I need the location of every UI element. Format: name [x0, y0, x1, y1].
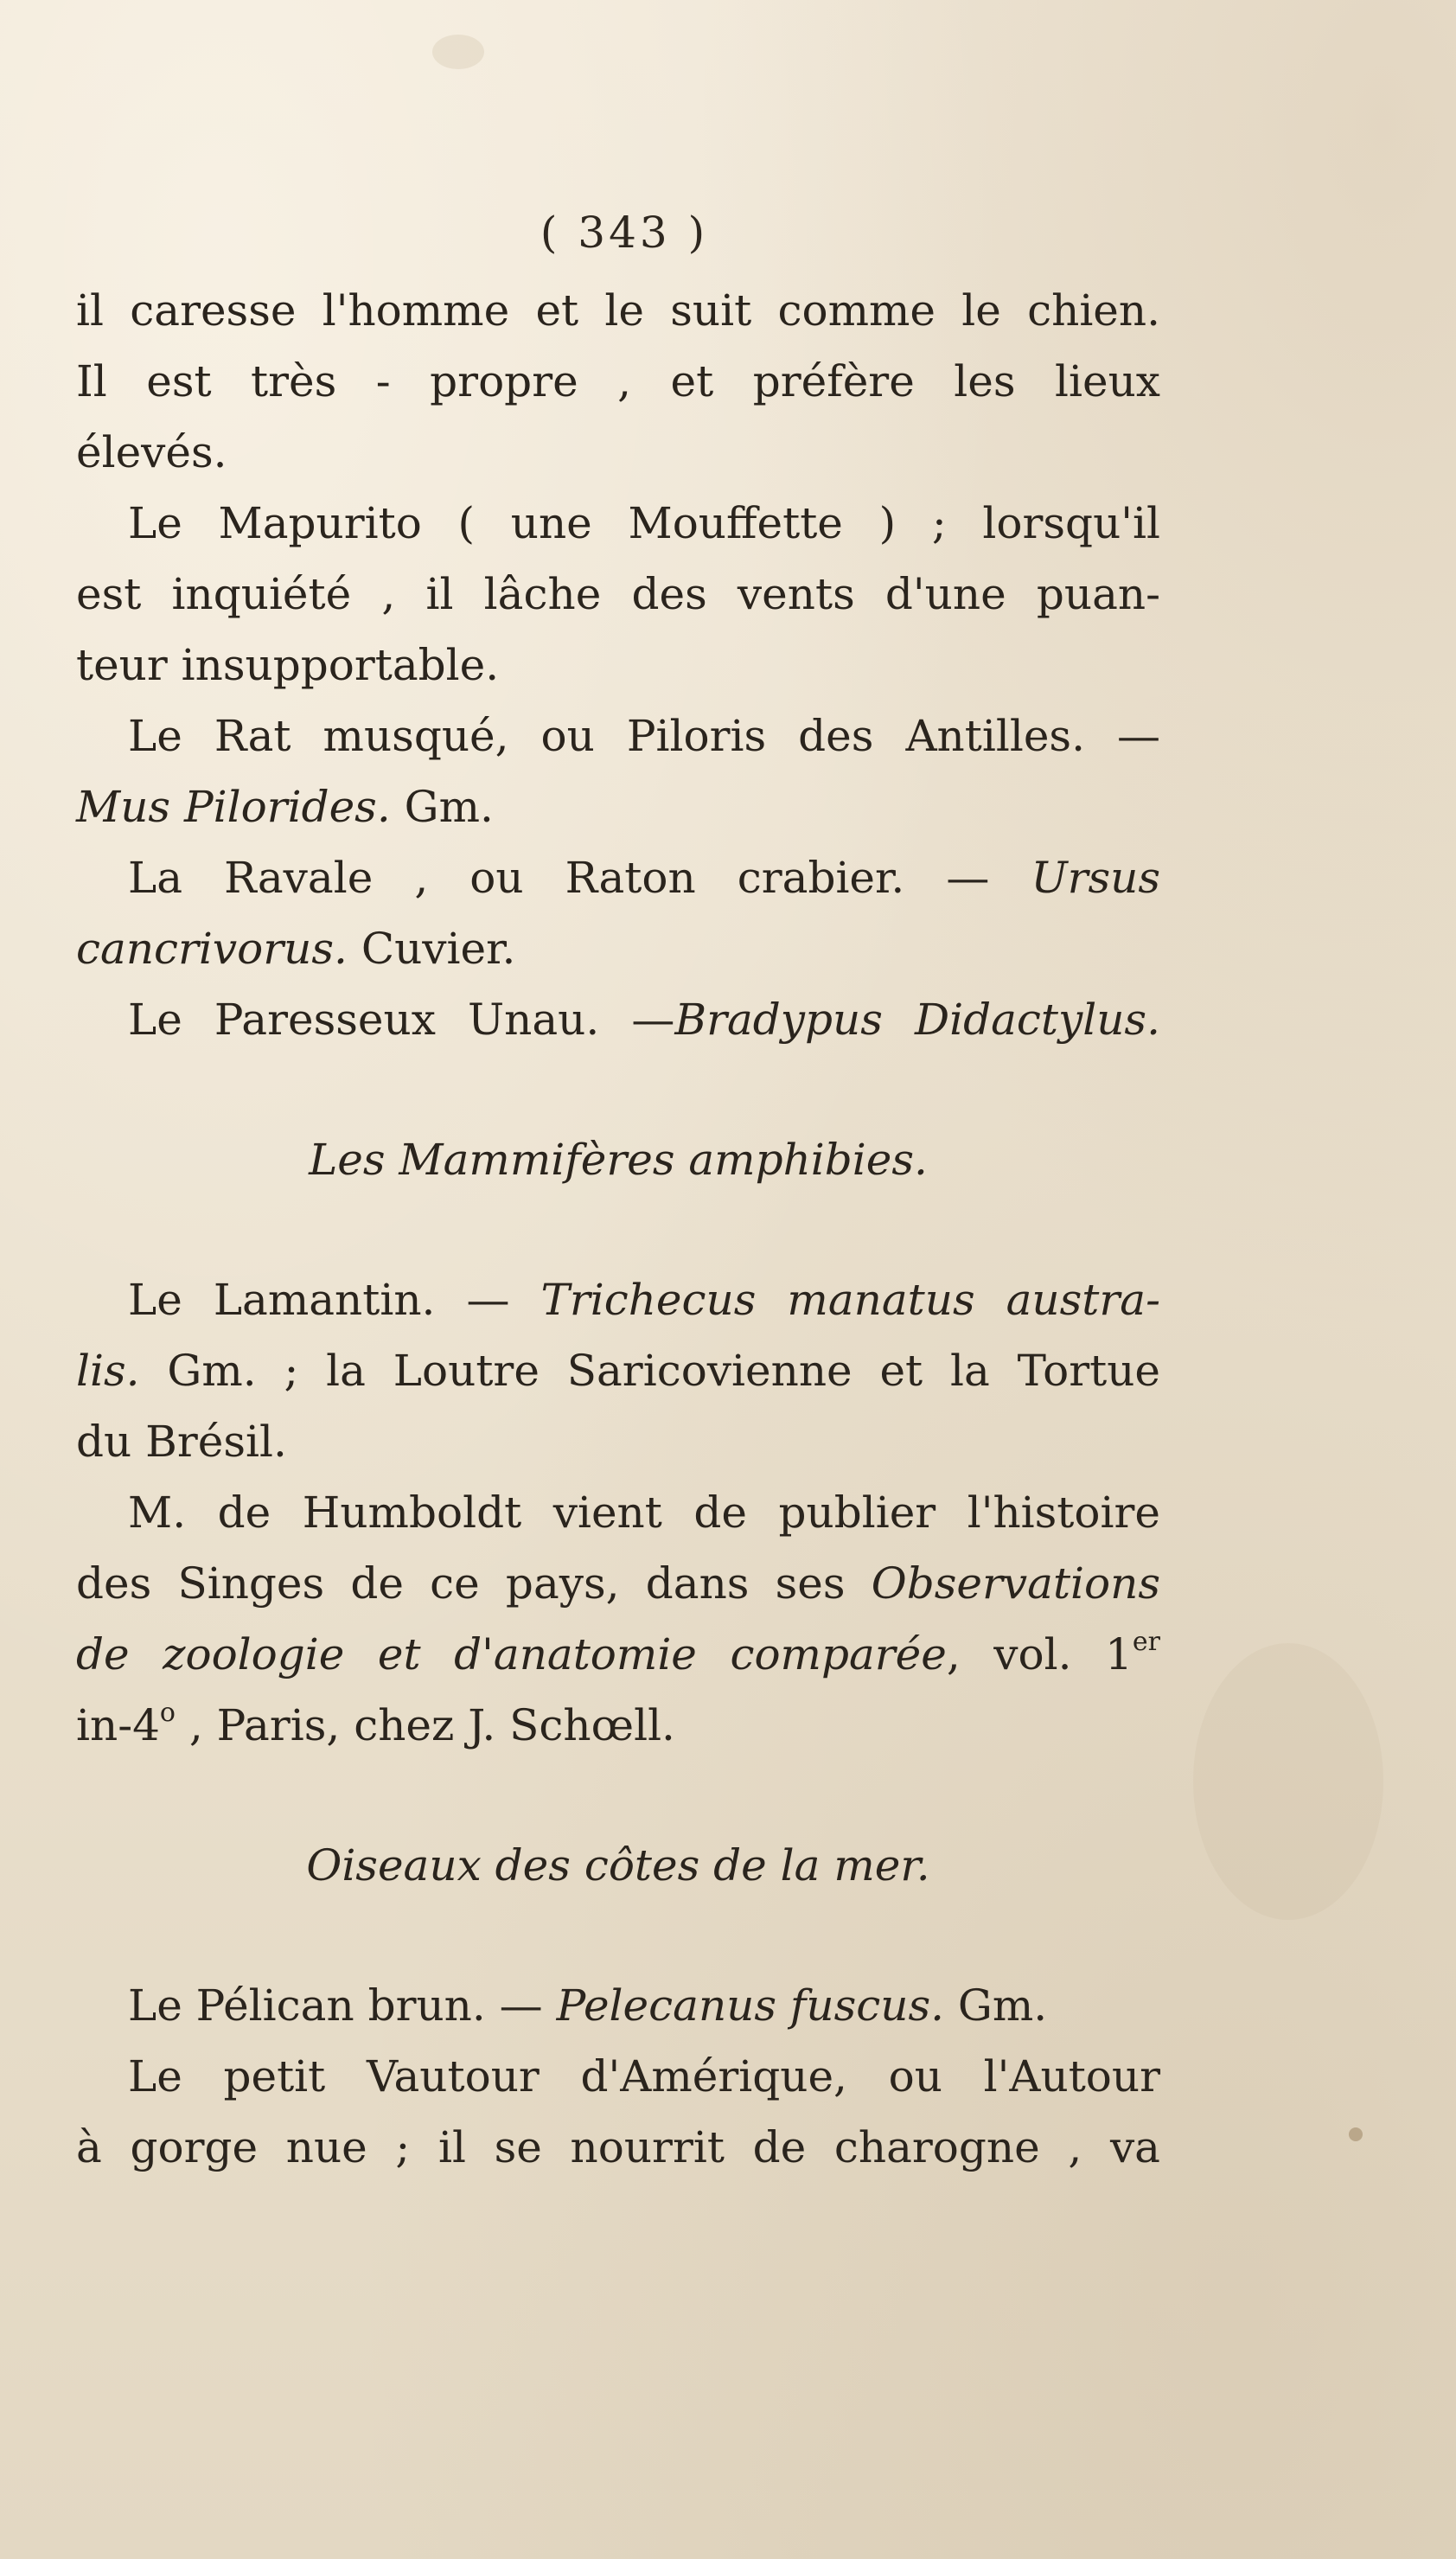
superscript: o — [159, 1698, 176, 1728]
text-line: Le Mapurito ( une Mouffette ) ; lorsqu'il — [128, 498, 1160, 548]
text-line: M. de Humboldt vient de publier l'histoire — [128, 1487, 1160, 1538]
spacer — [76, 1195, 1160, 1264]
spacer — [76, 1055, 1160, 1124]
latin-name: Bradypus Didactylus. — [674, 995, 1160, 1045]
text-line — [76, 1970, 1160, 2041]
latin-name: Ursus — [1031, 853, 1160, 903]
text-line: teur insupportable. — [76, 640, 500, 690]
author-abbrev: Gm. — [390, 782, 494, 832]
text-line: Il est très - propre , et préfère les lieux — [76, 356, 1160, 406]
author-name: Cuvier. — [347, 924, 516, 974]
book-title: de zoologie et d'anatomie comparée — [76, 1629, 947, 1679]
body-text — [76, 275, 1160, 2183]
text-run: des Singes de ce pays, dans ses — [76, 1558, 872, 1609]
paper-stain — [1349, 2127, 1363, 2141]
text-line — [76, 984, 1160, 1055]
common-name: La Ravale , ou Raton crabier. — — [128, 853, 1031, 903]
latin-name: Mus Pilorides. — [76, 782, 391, 832]
paper-stain — [1193, 1643, 1383, 1920]
text-line — [76, 1264, 1160, 1335]
text-line: élevés. — [76, 427, 227, 477]
latin-name: cancrivorus. — [76, 924, 348, 974]
text-line — [76, 1548, 1160, 1619]
text-line — [76, 1335, 1160, 1406]
text-line — [76, 1690, 1160, 1761]
text-line — [76, 913, 1160, 984]
spacer — [76, 1761, 1160, 1830]
text-line: est inquiété , il lâche des vents d'une puan- — [76, 569, 1160, 619]
text-line — [76, 842, 1160, 913]
text-line: il caresse l'homme et le suit comme le chien. — [76, 285, 1160, 336]
latin-name: lis. — [76, 1346, 140, 1396]
author-abbrev: Gm. — [944, 1980, 1048, 2031]
book-title: Observations — [871, 1558, 1160, 1609]
text-line — [76, 1619, 1160, 1690]
text-line: Le Rat musqué, ou Piloris des Antilles. — — [128, 711, 1160, 761]
spacer — [76, 1901, 1160, 1970]
common-name: Le Pélican brun. — — [128, 1980, 557, 2031]
section-heading-mammals: Les Mammifères amphibies. — [309, 1135, 928, 1185]
text-run: , vol. 1 — [946, 1629, 1133, 1679]
paper-stain — [432, 35, 484, 69]
common-name: Le Lamantin. — — [128, 1275, 541, 1325]
text-line: Le petit Vautour d'Amérique, ou l'Autour — [128, 2051, 1160, 2102]
text-line: à gorge nue ; il se nourrit de charogne , va — [76, 2122, 1160, 2172]
latin-name: Trichecus manatus austra- — [540, 1275, 1160, 1325]
latin-name: Pelecanus fuscus. — [556, 1980, 945, 2031]
common-name: Le Paresseux Unau. — — [128, 995, 675, 1045]
superscript: er — [1132, 1627, 1160, 1657]
text-run: , Paris, chez J. Schœll. — [175, 1700, 675, 1750]
text-run: in-4 — [76, 1700, 160, 1750]
text-run: Gm. ; la Loutre Saricovienne et la Tortue — [139, 1346, 1160, 1396]
text-line: du Brésil. — [76, 1417, 287, 1467]
text-line — [76, 771, 1160, 842]
section-heading-birds: Oiseaux des côtes de la mer. — [306, 1840, 930, 1890]
page-number: ( 343 ) — [540, 208, 709, 258]
